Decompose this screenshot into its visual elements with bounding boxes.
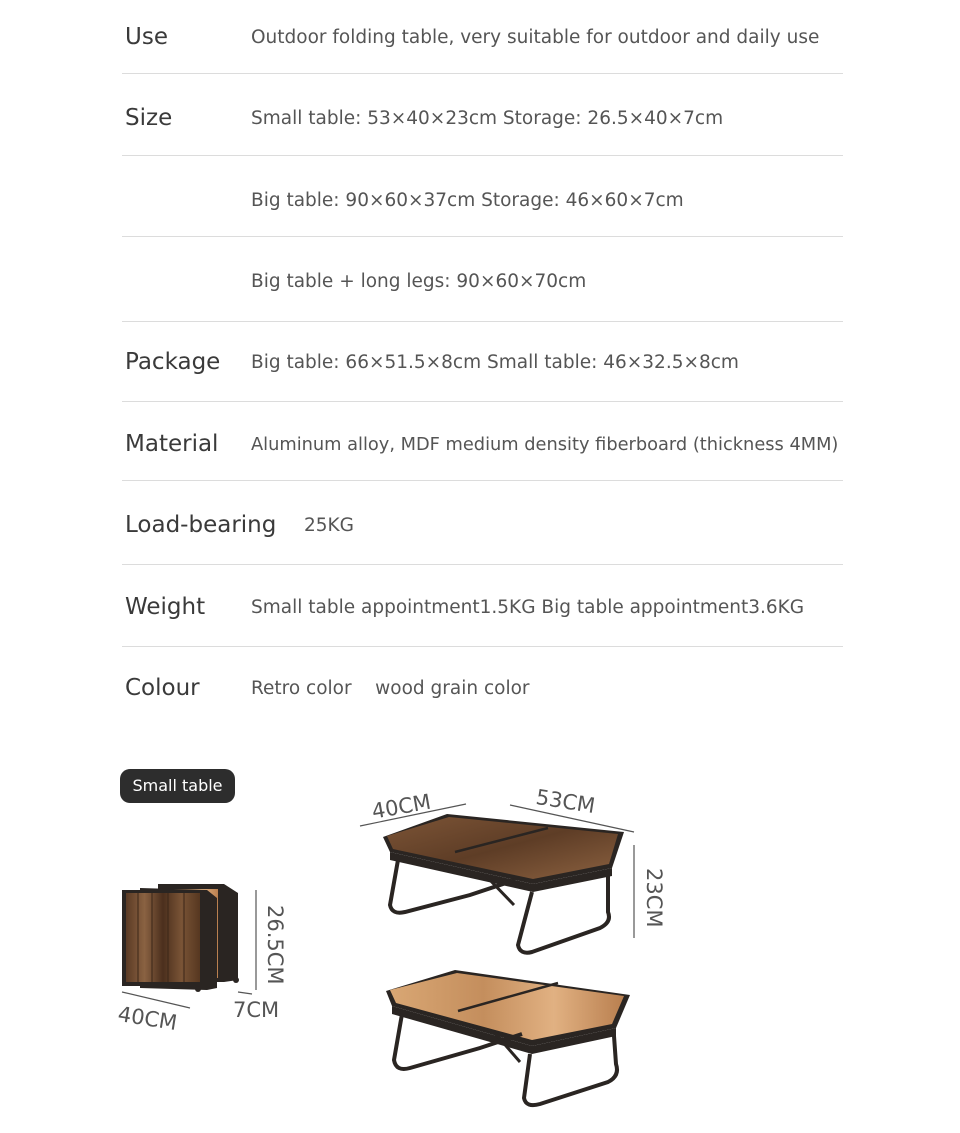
folded-table-image: [122, 884, 239, 992]
spec-label: Material: [125, 431, 219, 457]
spec-value: Small table appointment1.5KG Big table appointment3.6KG: [251, 597, 805, 618]
spec-value: Big table + long legs: 90×60×70cm: [251, 271, 587, 292]
open-length-label: 53CM: [534, 785, 597, 819]
spec-value: Small table: 53×40×23cm Storage: 26.5×40×7cm: [251, 108, 724, 129]
spec-value: Big table: 90×60×37cm Storage: 46×60×7cm: [251, 190, 684, 211]
small-table-badge: Small table: [120, 769, 235, 803]
folded-depth-label: 7CM: [233, 998, 280, 1022]
spec-label: Colour: [125, 675, 200, 701]
open-depth-label: 40CM: [370, 789, 433, 824]
folded-width-label: 40CM: [116, 1002, 179, 1036]
spec-label: Use: [125, 24, 168, 50]
spec-value: Aluminum alloy, MDF medium density fiberboard (thickness 4MM): [251, 434, 839, 455]
open-height-label: 23CM: [642, 868, 666, 928]
spec-value: Retro color wood grain color: [251, 678, 530, 699]
spec-value: Big table: 66×51.5×8cm Small table: 46×32.5×8cm: [251, 352, 739, 373]
spec-value: Outdoor folding table, very suitable for outdoor and daily use: [251, 27, 820, 48]
open-table-light-image: [386, 970, 630, 1105]
open-table-dark-image: [383, 814, 624, 953]
spec-label: Size: [125, 105, 173, 131]
spec-label: Weight: [125, 594, 206, 620]
spec-label: Package: [125, 349, 221, 375]
folded-height-label: 26.5CM: [263, 905, 287, 985]
spec-label: Load-bearing: [125, 512, 277, 538]
spec-value: 25KG: [304, 515, 355, 536]
